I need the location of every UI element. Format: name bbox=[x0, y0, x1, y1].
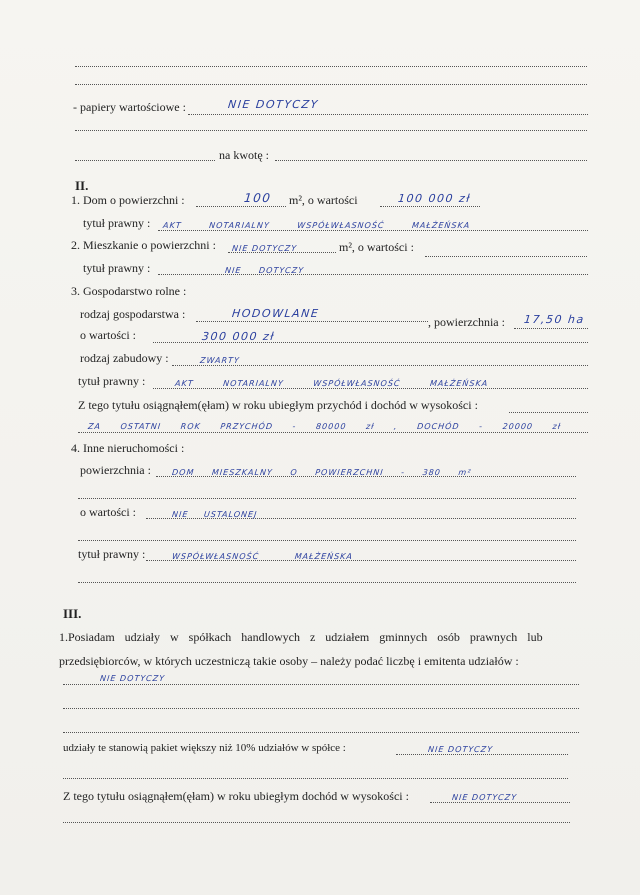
house-value-line[interactable] bbox=[380, 206, 480, 207]
securities-line[interactable] bbox=[188, 114, 588, 115]
shares-value: NIE DOTYCZY bbox=[99, 674, 166, 683]
other-area-value: DOM MIESZKALNY O POWIERZCHNI - 380 m² bbox=[171, 468, 472, 477]
securities-label: - papiery wartościowe : bbox=[73, 100, 186, 114]
house-area-line[interactable] bbox=[196, 206, 286, 207]
amount-line[interactable] bbox=[275, 160, 587, 161]
other-property-label: 4. Inne nieruchomości : bbox=[71, 441, 185, 455]
shares-question bbox=[59, 630, 579, 668]
apartment-title-label: tytuł prawny : bbox=[83, 261, 151, 275]
farm-buildings-label: rodzaj zabudowy : bbox=[80, 351, 169, 365]
blank-line bbox=[78, 498, 576, 499]
shares-line-2[interactable] bbox=[63, 708, 579, 709]
farm-label: 3. Gospodarstwo rolne : bbox=[71, 284, 187, 298]
income-value: NIE DOTYCZY bbox=[451, 793, 518, 802]
securities-value: NIE DOTYCZY bbox=[227, 98, 320, 111]
apartment-label: 2. Mieszkanie o powierzchni : bbox=[71, 238, 216, 252]
other-value: NIE USTALONEJ bbox=[171, 510, 258, 519]
blank-line bbox=[63, 778, 568, 779]
amount-line-left bbox=[75, 160, 215, 161]
other-title-label: tytuł prawny : bbox=[78, 547, 146, 561]
other-area-label: powierzchnia : bbox=[80, 463, 151, 477]
house-title-value: AKT NOTARIALNY WSPÓŁWŁASNOŚĆ MAŁŻEŃSKA bbox=[162, 221, 471, 230]
shares-line-3[interactable] bbox=[63, 732, 579, 733]
section-2-heading: II. bbox=[75, 178, 89, 193]
farm-area-line[interactable] bbox=[514, 328, 588, 329]
apartment-unit-label: m², o wartości : bbox=[339, 240, 414, 254]
amount-label: na kwotę : bbox=[219, 148, 269, 162]
blank-line bbox=[75, 66, 587, 67]
farm-type-value: HODOWLANE bbox=[231, 307, 320, 320]
apartment-title-line[interactable] bbox=[158, 274, 588, 275]
house-label: 1. Dom o powierzchni : bbox=[71, 193, 185, 207]
house-title-label: tytuł prawny : bbox=[83, 216, 151, 230]
farm-area-value: 17,50 ha bbox=[523, 313, 586, 326]
stake-value: NIE DOTYCZY bbox=[427, 745, 494, 754]
shares-question-line-1: 1.Posiadam udziały w spółkach handlowych z udziałem gminnych osób prawnych lub bbox=[59, 630, 543, 644]
farm-buildings-value: ZWARTY bbox=[199, 356, 241, 365]
apartment-title-value: NIE DOTYCZY bbox=[224, 266, 305, 275]
farm-title-label: tytuł prawny : bbox=[78, 374, 146, 388]
apartment-area-value: NIE DOTYCZY bbox=[231, 244, 298, 253]
blank-line bbox=[75, 84, 587, 85]
house-unit-label: m², o wartości bbox=[289, 193, 358, 207]
blank-line bbox=[63, 822, 570, 823]
shares-question-line-2: przedsiębiorców, w których uczestniczą takie osoby – należy podać liczbę i emitenta udziałów : bbox=[59, 654, 519, 668]
other-title-value: WSPÓŁWŁASNOŚĆ MAŁŻEŃSKA bbox=[171, 552, 354, 561]
farm-income-value: ZA OSTATNI ROK PRZYCHÓD - 80000 zł , DOCHÓD - 20000 zł bbox=[87, 422, 562, 431]
house-value: 100 000 zł bbox=[397, 192, 472, 205]
blank-line bbox=[78, 540, 576, 541]
farm-title-value: AKT NOTARIALNY WSPÓŁWŁASNOŚĆ MAŁŻEŃSKA bbox=[174, 379, 489, 388]
farm-value: 300 000 zł bbox=[201, 330, 276, 343]
other-value-label: o wartości : bbox=[80, 505, 136, 519]
farm-income-line-1[interactable] bbox=[509, 412, 588, 413]
income-label: Z tego tytułu osiągnąłem(ęłam) w roku ubiegłym dochód w wysokości : bbox=[63, 789, 409, 803]
blank-line bbox=[75, 130, 587, 131]
section-3-heading: III. bbox=[63, 606, 82, 621]
farm-type-line[interactable] bbox=[196, 321, 428, 322]
house-area-value: 100 bbox=[243, 191, 273, 205]
farm-value-label: o wartości : bbox=[80, 328, 136, 342]
farm-area-label: , powierzchnia : bbox=[428, 315, 505, 329]
stake-label: udziały te stanowią pakiet większy niż 10% udziałów w spółce : bbox=[63, 742, 346, 754]
blank-line bbox=[78, 582, 576, 583]
farm-income-label: Z tego tytułu osiągnąłem(ęłam) w roku ubiegłym przychód i dochód w wysokości : bbox=[78, 398, 478, 412]
farm-type-label: rodzaj gospodarstwa : bbox=[80, 307, 186, 321]
apartment-value-line[interactable] bbox=[425, 256, 587, 257]
